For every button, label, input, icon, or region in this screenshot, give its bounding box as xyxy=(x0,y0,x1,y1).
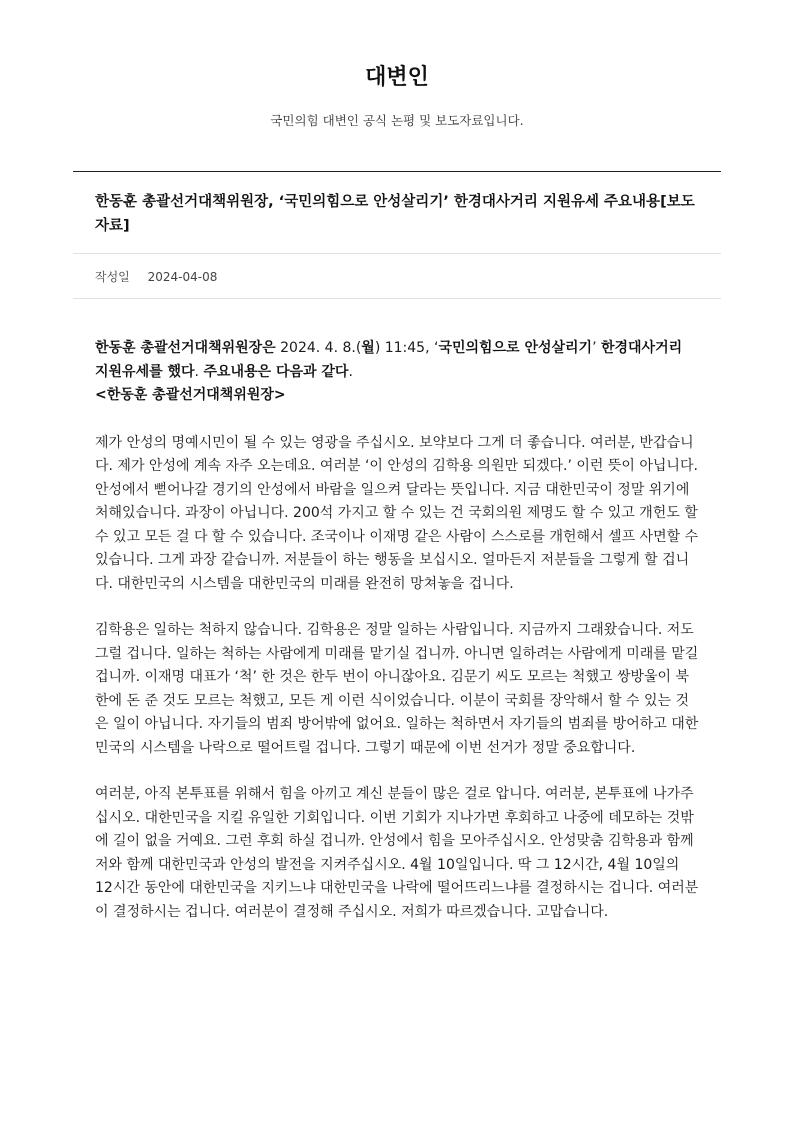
site-header xyxy=(0,0,794,129)
body-paragraph: 제가 안성의 명예시민이 될 수 있는 영광을 주십시오. 보약보다 그게 더 좋습니다. 여러분, 반갑습니다. 제가 안성에 계속 자주 오는데요. 여러분 ‘이 안성의 김학용 의원만 되겠다.’ 이런 뜻이 아닙니다. 안성에서 뻗어나갈 경기의 안성에서 바람을 일으켜 달라는 뜻입니다. 지금 대한민국이 정말 위기에 처해있습니다. 과장이 아닙니다. 200석 가지고 할 수 있는 건 국회의원 제명도 할 수 있고 개헌도 할 수 있고 모든 걸 다 할 수 있습니다. 조국이나 이재명 같은 사람이 스스로를 개헌해서 셀프 사면할 수 있습니다. 그게 과장 같습니까. 저분들이 하는 행동을 보십시오. 얼마든지 저분들을 그렇게 할 겁니다. 대한민국의 시스템을 대한민국의 미래를 완전히 망쳐놓을 겁니다. xyxy=(95,434,699,592)
lead-paragraph xyxy=(95,337,699,408)
meta-date-value: 2024-04-08 xyxy=(147,270,218,284)
lead-bold-4: 한경대사거리 지원유세를 했다 xyxy=(95,340,683,380)
speaker-heading: <한동훈 총괄선거대책위원장> xyxy=(95,387,286,403)
lead-bold-2: 월 xyxy=(361,340,375,356)
site-title[interactable]: 대변인 xyxy=(365,65,429,90)
lead-bold-5: 주요내용은 다음과 같다 xyxy=(203,363,349,380)
site-description: 국민의힘 대변인 공식 논평 및 보도자료입니다. xyxy=(270,113,524,128)
lead-plain-2: ) 11:45, ‘ xyxy=(374,340,439,356)
body-paragraph: 여러분, 아직 본투표를 위해서 힘을 아끼고 계신 분들이 많은 걸로 압니다. 여러분, 본투표에 나가주십시오. 대한민국을 지킬 유일한 기회입니다. 이번 기회가 지나가면 후회하고 나중에 데모하는 것밖에 길이 없을 거예요. 그런 후회 하실 겁니까. 안성에서 힘을 모아주십시오. 안성맞춤 김학용과 함께 저와 함께 대한민국과 안성의 발전을 지켜주십시오. 4월 10일입니다. 딱 그 12시간, 4월 10일의 12시간 동안에 대한민국을 지키느냐 대한민국을 나락에 떨어뜨리느냐를 결정하시는 겁니다. 여러분이 결정하시는 겁니다. 여러분이 결정해 주십시오. 저희가 따르겠습니다. 고맙습니다. xyxy=(95,786,699,920)
lead-plain-5: . xyxy=(348,363,353,380)
lead-plain-1: 2024. 4. 8.( xyxy=(275,340,362,356)
post-meta xyxy=(73,254,721,299)
lead-bold-1: 한동훈 총괄선거대책위원장은 xyxy=(95,340,276,356)
body-paragraph: 김학용은 일하는 척하지 않습니다. 김학용은 정말 일하는 사람입니다. 지금까지 그래왔습니다. 저도 그럴 겁니다. 일하는 척하는 사람에게 미래를 맡기실 겁니까. 아니면 일하려는 사람에게 미래를 맡길 겁니까. 이재명 대표가 ‘척’ 한 것은 한두 번이 아니잖아요. 김문기 씨도 모르는 척했고 쌍방울이 북한에 돈 준 것도 모르는 척했고, 모든 게 이런 식이었습니다. 이분이 국회를 장악해서 할 수 있는 것은 일이 아닙니다. 자기들의 범죄 방어밖에 없어요. 일하는 척하면서 자기들의 범죄를 방어하고 대한민국의 시스템을 나락으로 떨어트릴 겁니다. 그렇기 때문에 이번 선거가 정말 중요합니다. xyxy=(95,622,699,756)
post-title: 한동훈 총괄선거대책위원장, ‘국민의힘으로 안성살리기’ 한경대사거리 지원유세 주요내용[보도자료] xyxy=(73,172,721,254)
lead-plain-3: ’ xyxy=(592,340,601,356)
lead-bold-3: 국민의힘으로 안성살리기 xyxy=(438,340,593,356)
lead-plain-4: . xyxy=(194,363,204,380)
article xyxy=(73,171,721,924)
post-body xyxy=(73,299,721,924)
meta-date-label: 작성일 xyxy=(95,270,130,284)
